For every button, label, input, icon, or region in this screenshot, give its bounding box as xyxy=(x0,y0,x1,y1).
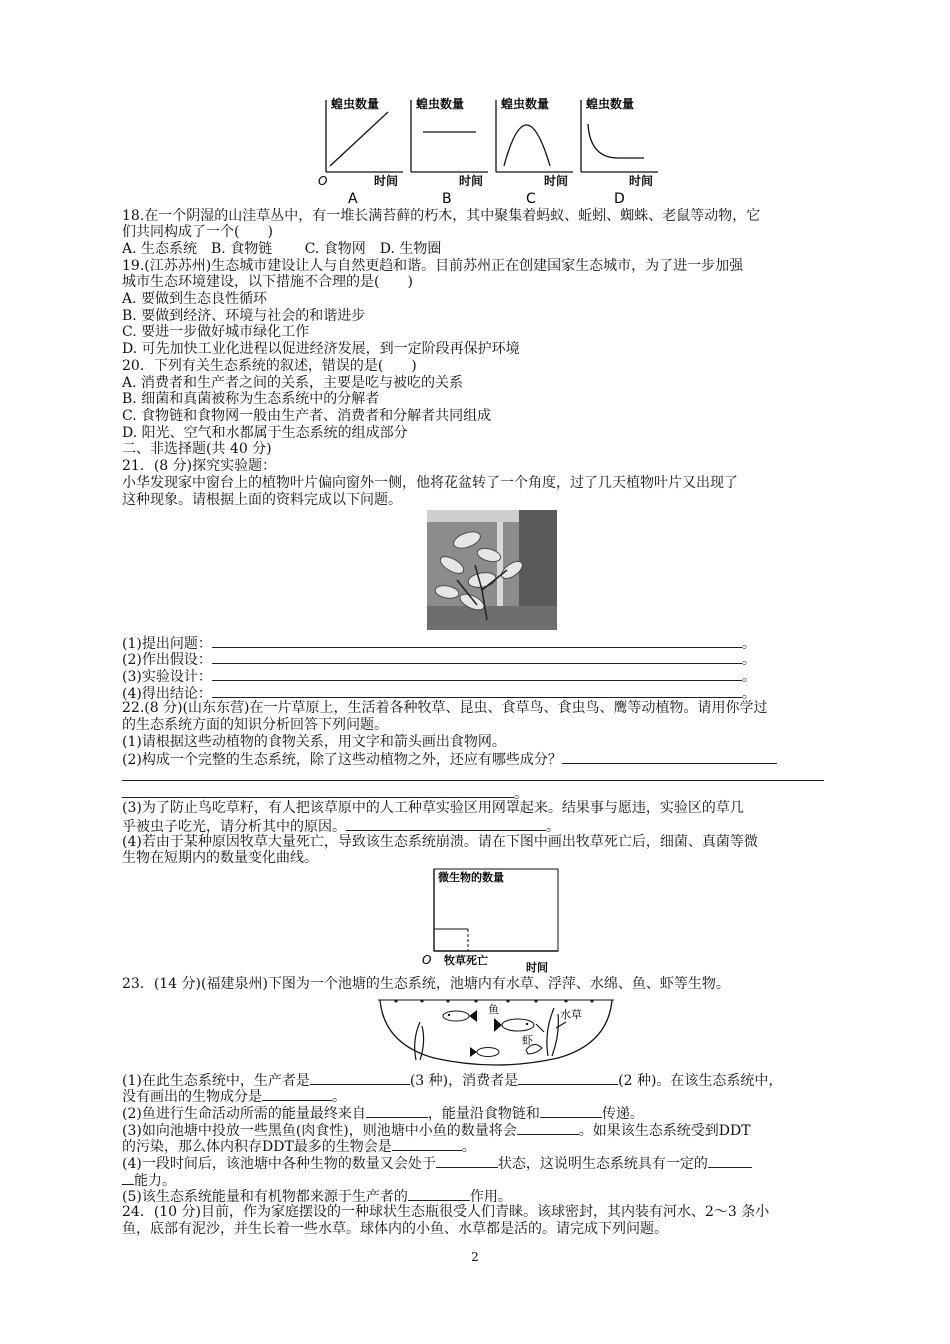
q23-part4-line1: (4)一段时间后，该池塘中各种生物的数量又会处于 状态，这说明生态系统具有一定的 xyxy=(122,1154,752,1173)
q22-part1: (1)请根据这些动植物的食物关系，用文字和箭头画出食物网。 xyxy=(122,734,506,750)
page-number: 2 xyxy=(471,1250,479,1264)
q20-option-c: C. 食物链和食物网一般由生产者、消费者和分解者共同组成 xyxy=(122,408,492,424)
q21-part1: (1)提出问题： 。 xyxy=(122,636,756,652)
pond-label-grass: 水草 xyxy=(560,1008,582,1021)
microbe-graph-ylabel: 微生物的数量 xyxy=(438,871,504,884)
fish-icon xyxy=(494,1018,534,1032)
microbe-graph-origin: O xyxy=(422,953,432,967)
locust-graph-d-xlabel: 时间 xyxy=(629,174,654,188)
locust-graph-b-xlabel: 时间 xyxy=(459,174,484,188)
q22-part3-line2: 乎被虫子吃光，请分析其中的原因。 。 xyxy=(122,819,560,835)
pond-ecosystem-figure xyxy=(376,992,616,1068)
q20-option-d: D. 阳光、空气和水都属于生态系统的组成部分 xyxy=(122,425,408,441)
locust-graph-b-label: B xyxy=(442,191,452,207)
locust-graph-b xyxy=(411,96,488,207)
q22-part2-answer-end: 。 xyxy=(122,784,528,803)
locust-graph-a-ylabel: 蝗虫数量 xyxy=(331,97,380,111)
q24-stem-line2: 鱼，底部有泥沙，并生长着一些水草。球体内的小鱼、水草都是活的。请完成下列问题。 xyxy=(122,1221,668,1237)
locust-graph-a-label: A xyxy=(348,191,358,207)
q21-part3: (3)实验设计： 。 xyxy=(122,669,756,685)
q23-part4-line2: 能力。 xyxy=(122,1171,176,1190)
q23-part1-line2: 没有画出的生物成分是 。 xyxy=(122,1089,346,1105)
q23-part5: (5)该生态系统能量和有机物都来源于生产者的 作用。 xyxy=(122,1189,512,1205)
q19-option-a: A. 要做到生态良性循环 xyxy=(122,291,268,307)
q18-stem-line1: 18.在一个阴湿的山洼草丛中，有一堆长满苔藓的朽木，其中聚集着蚂蚁、蚯蚓、蜘蛛、老鼠等动物，它 xyxy=(122,208,761,224)
q19-option-b: B. 要做到经济、环境与社会的和谐进步 xyxy=(122,308,366,324)
microbe-graph xyxy=(420,866,565,976)
q23-part3-line1: (3)如向池塘中投放一些黑鱼(肉食性)，则池塘中小鱼的数量将会 。如果该生态系统受到DDT xyxy=(122,1123,751,1139)
q20-option-a: A. 消费者和生产者之间的关系，主要是吃与被吃的关系 xyxy=(122,375,464,391)
locust-graph-a xyxy=(318,96,403,207)
locust-graph-b-ylabel: 蝗虫数量 xyxy=(416,97,465,111)
q23-stem: 23．(14 分)(福建泉州)下图为一个池塘的生态系统，池塘内有水草、浮萍、水绵、鱼、虾等生物。 xyxy=(122,976,730,992)
fish-icon xyxy=(443,1010,477,1022)
q21-part2: (2)作出假设： 。 xyxy=(122,652,756,668)
q21-text-line1: 小华发现家中窗台上的植物叶片偏向窗外一侧，他将花盆转了一个角度，过了几天植物叶片又出现了 xyxy=(122,475,738,491)
locust-graph-d-ylabel: 蝗虫数量 xyxy=(586,97,635,111)
q22-stem-line2: 的生态系统方面的知识分析回答下列问题。 xyxy=(122,717,388,733)
q23-part1-line1: (1)在此生态系统中，生产者是 (3 种)，消费者是 (2 种)。在该生态系统中， xyxy=(122,1073,783,1089)
q18-options: A. 生态系统 B. 食物链 C. 食物网 D. 生物圈 xyxy=(122,241,442,257)
q24-stem-line1: 24．(10 分)目前，作为家庭摆设的一种球状生态瓶很受人们青睐。该球密封，其内装有河水、2～3 条小 xyxy=(122,1204,770,1220)
q22-part2: (2)构成一个完整的生态系统，除了这些动植物之外，还应有哪些成分？ xyxy=(122,750,777,769)
locust-graph-a-xlabel: 时间 xyxy=(374,174,399,188)
q23-part3-line2: 的污染，那么体内积存DDT最多的生物会是 。 xyxy=(122,1139,476,1155)
microbe-graph-mark: 牧草死亡 xyxy=(444,954,488,967)
q19-option-d: D. 可先加快工业化进程以促进经济发展，到一定阶段再保护环境 xyxy=(122,341,520,357)
pond-label-fish: 鱼 xyxy=(488,1003,499,1016)
locust-graph-d xyxy=(581,96,658,207)
q23-part2: (2)鱼进行生命活动所需的能量最终来自 ，能量沿食物链和 传递。 xyxy=(122,1106,644,1122)
locust-graph-c xyxy=(496,96,573,207)
q22-part4-line1: (4)若由于某种原因牧草大量死亡，导致该生态系统崩溃。请在下图中画出牧草死亡后，细菌、真菌等微 xyxy=(122,834,758,850)
fish-icon xyxy=(470,1047,499,1057)
q20-option-b: B. 细菌和真菌被称为生态系统中的分解者 xyxy=(122,391,380,407)
locust-graph-c-label: C xyxy=(526,191,536,207)
microbe-graph-xlabel: 时间 xyxy=(526,961,548,974)
q22-part4-line2: 生物在短期内的数量变化曲线。 xyxy=(122,850,318,866)
q18-stem-line2: 们共同构成了一个( ) xyxy=(122,224,273,240)
q19-stem-line1: 19.(江苏苏州)生态城市建设让人与自然更趋和谐。目前苏州正在创建国家生态城市，为了进一步加强 xyxy=(122,258,744,274)
section-heading: 二、非选择题(共 40 分) xyxy=(122,441,272,457)
locust-graph-d-label: D xyxy=(614,191,625,207)
q19-stem-line2: 城市生态环境建设，以下措施不合理的是( ) xyxy=(122,274,413,290)
q22-part3-line1: (3)为了防止鸟吃草籽，有人把该草原中的人工种草实验区用网罩起来。结果事与愿违，实验区的草几 xyxy=(122,800,744,816)
locust-graph-a-origin: O xyxy=(318,174,328,188)
q22-stem-line1: 22.(8 分)(山东东营)在一片草原上，生活着各种牧草、昆虫、食草鸟、食虫鸟、鹰等动植物。请用你学过 xyxy=(122,700,768,716)
locust-graphs-figure xyxy=(318,92,663,210)
q19-option-c: C. 要进一步做好城市绿化工作 xyxy=(122,324,310,340)
pond-label-shrimp: 虾 xyxy=(522,1034,533,1047)
plant-window-photo xyxy=(427,510,557,630)
q21-text-line2: 这种现象。请根据上面的资料完成以下问题。 xyxy=(122,492,402,508)
locust-graph-c-ylabel: 蝗虫数量 xyxy=(501,97,550,111)
q21-title: 21．(8 分)探究实验题： xyxy=(122,458,277,474)
q21-part4: (4)得出结论： 。 xyxy=(122,686,756,702)
locust-graph-c-xlabel: 时间 xyxy=(544,174,569,188)
q20-stem: 20．下列有关生态系统的叙述，错误的是( ) xyxy=(122,358,417,374)
